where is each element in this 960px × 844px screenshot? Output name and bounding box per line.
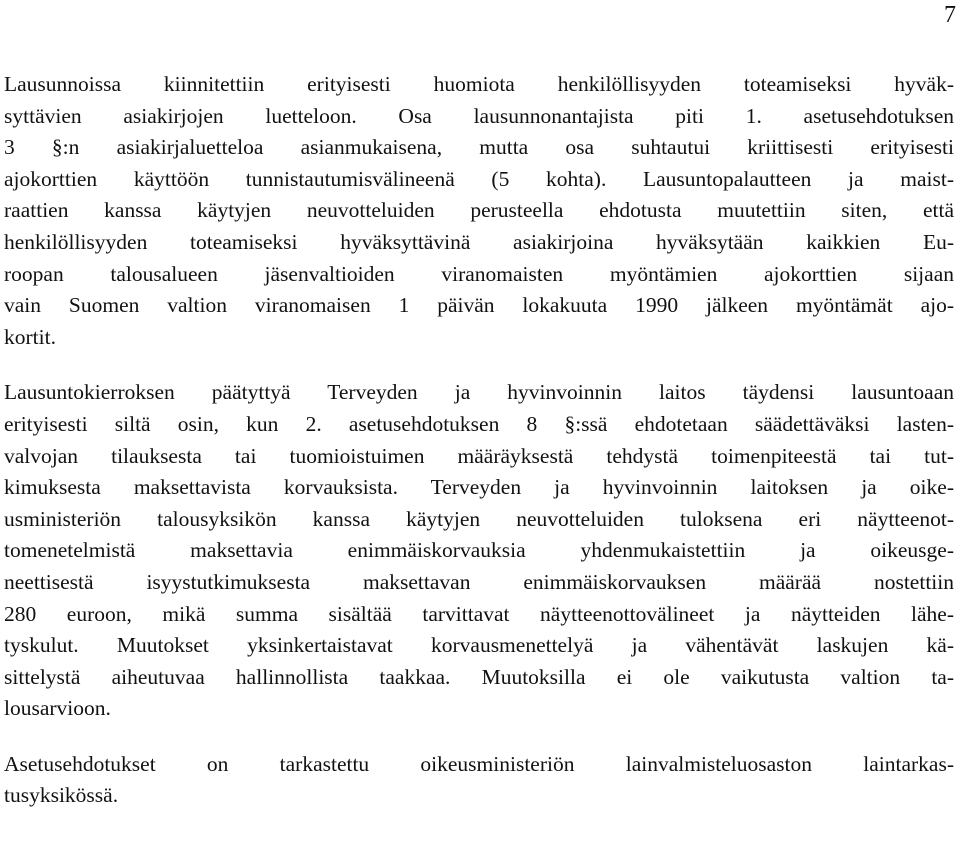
text-line: tusyksikössä. (4, 783, 119, 808)
text-line: sittelystä aiheutuvaa hallinnollista taakkaa. Muutoksilla ei ole vaikutusta valtion ta- (4, 664, 954, 689)
page-number: 7 (944, 2, 956, 28)
text-line: kimuksesta maksettavista korvauksista. Terveyden ja hyvinvoinnin laitoksen ja oike- (4, 475, 954, 500)
text-line: valvojan tilauksesta tai tuomioistuimen määräyksestä tehdystä toimenpiteestä tai tut- (4, 443, 954, 468)
text-line: Asetusehdotukset on tarkastettu oikeusministeriön lainvalmisteluosaston laintarkas- (4, 751, 954, 776)
paragraph-3 (4, 749, 954, 812)
text-line: Lausunnoissa kiinnitettiin erityisesti huomiota henkilöllisyyden toteamiseksi hyväk- (4, 72, 954, 96)
text-line: Lausuntokierroksen päätyttyä Terveyden ja hyvinvoinnin laitos täydensi lausuntoaan (4, 380, 954, 405)
text-line: henkilöllisyyden toteamiseksi hyväksyttävinä asiakirjoina hyväksytään kaikkien Eu- (4, 229, 954, 254)
paragraph-1 (4, 69, 954, 353)
text-line: usministeriön talousyksikön kanssa käytyjen neuvotteluiden tuloksena eri näytteenot- (4, 506, 954, 531)
text-line: lousarvioon. (4, 696, 111, 721)
text-line: tomenetelmistä maksettavia enimmäiskorvauksia yhdenmukaistettiin ja oikeusge- (4, 538, 954, 563)
text-line: syttävien asiakirjojen luetteloon. Osa lausunnonantajista piti 1. asetusehdotuksen (4, 103, 954, 128)
document-body (4, 69, 954, 812)
text-line: kortit. (4, 324, 56, 349)
text-line: 280 euroon, mikä summa sisältää tarvittavat näytteenottovälineet ja näytteiden lähe- (4, 601, 954, 626)
text-line: neettisestä isyystutkimuksesta maksettavan enimmäiskorvauksen määrää nostettiin (4, 569, 954, 594)
text-line: erityisesti siltä osin, kun 2. asetusehdotuksen 8 §:ssä ehdotetaan säädettäväksi lasten- (4, 411, 954, 436)
text-line: ajokorttien käyttöön tunnistautumisvälineenä (5 kohta). Lausuntopalautteen ja maist- (4, 166, 954, 191)
text-line: raattien kanssa käytyjen neuvotteluiden perusteella ehdotusta muutettiin siten, että (4, 198, 954, 223)
text-line: tyskulut. Muutokset yksinkertaistavat korvausmenettelyä ja vähentävät laskujen kä- (4, 633, 954, 658)
text-line: vain Suomen valtion viranomaisen 1 päivän lokakuuta 1990 jälkeen myöntämät ajo- (4, 293, 954, 318)
text-line: 3 §:n asiakirjaluetteloa asianmukaisena, mutta osa suhtautui kriittisesti erityisesti (4, 135, 954, 160)
paragraph-2 (4, 377, 954, 725)
text-line: roopan talousalueen jäsenvaltioiden viranomaisten myöntämien ajokorttien sijaan (4, 261, 954, 286)
